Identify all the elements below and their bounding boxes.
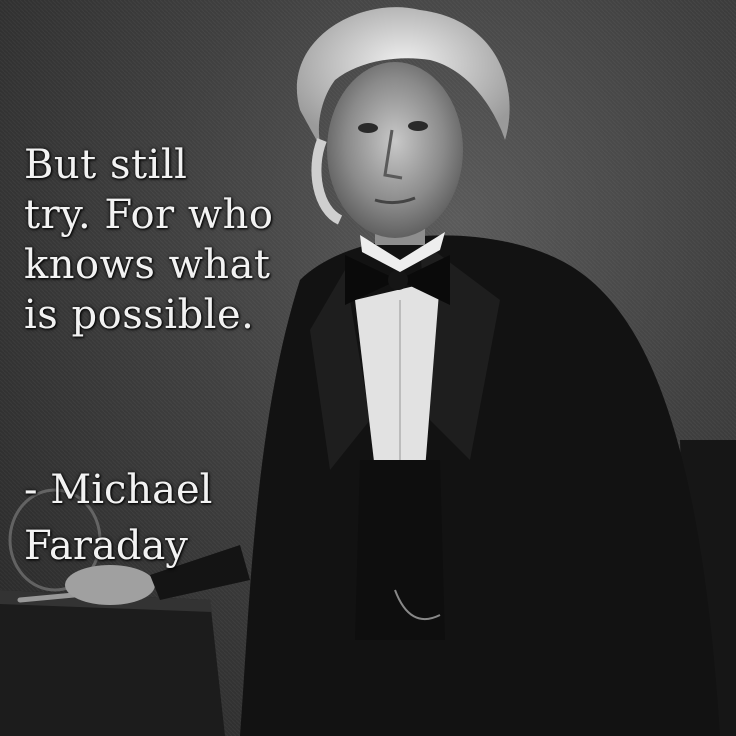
quote-line: is possible. xyxy=(24,292,255,338)
table xyxy=(0,590,225,736)
quote-line: But still xyxy=(24,142,188,188)
author-last-name: Faraday xyxy=(24,523,188,569)
quote-line: knows what xyxy=(24,242,271,288)
left-eye xyxy=(358,123,378,133)
quote-text xyxy=(24,140,364,340)
quote-line: try. For who xyxy=(24,192,274,238)
right-eye xyxy=(408,121,428,131)
attribution xyxy=(24,462,364,574)
attribution-dash: - xyxy=(24,467,38,513)
vest xyxy=(355,460,445,640)
author-first-name: Michael xyxy=(50,467,213,513)
attribution-line-1 xyxy=(24,462,364,518)
